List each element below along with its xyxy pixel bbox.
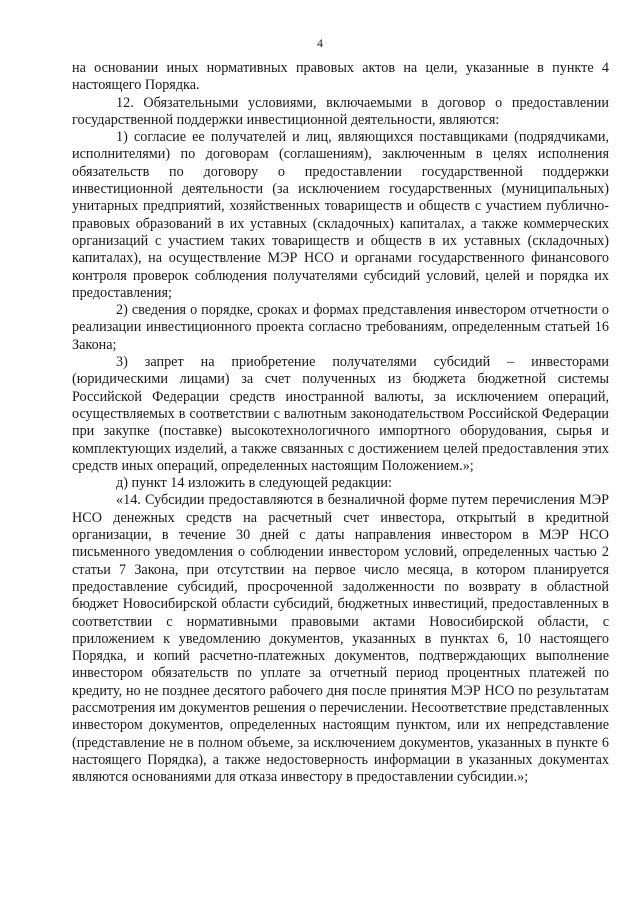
paragraph-subitem-2: 2) сведения о порядке, сроках и формах представления инвестором отчетности о реализации инвестиционного проекта согласно требованиям, определенным статьей 16 Закона; <box>72 302 609 353</box>
document-body <box>72 60 609 786</box>
paragraph-continuation: на основании иных нормативных правовых актов на цели, указанные в пункте 4 настоящего Порядка. <box>72 60 609 94</box>
paragraph-item-14: «14. Субсидии предоставляются в безналичной форме путем перечисления МЭР НСО денежных средств на расчетный счет инвестора, открытый в кредитной организации, в течение 30 дней с даты направления инвестором в МЭР НСО письменного уведомления о соблюдении инвестором условий, определенных частью 2 статьи 7 Закона, при отсутствии на первое число месяца, в котором планируется предоставление субсидий, просроченной задолженности по возврату в областной бюджет Новосибирской области субсидий, бюджетных инвестиций, предоставленных в соответствии с нормативными правовыми актами Новосибирской области, с приложением к уведомлению документов, указанных в пунктах 6, 10 настоящего Порядка, и копий расчетно-платежных документов, подтверждающих выполнение инвестором обязательств по уплате за отчетный период процентных платежей по кредиту, но не позднее десятого рабочего дня после принятия МЭР НСО по результатам рассмотрения им документов решения о перечислении. Несоответствие представленных инвестором документов, определенных настоящим пунктом, или их непредставление (представление не в полном объеме, за исключением документов, указанных в пункте 6 настоящего Порядка), а также недостоверность информации в указанных документах являются основаниями для отказа инвестору в предоставлении субсидии.»; <box>72 492 609 786</box>
paragraph-subitem-3: 3) запрет на приобретение получателями субсидий – инвесторами (юридическими лицами) за счет полученных из бюджета бюджетной системы Российской Федерации средств иностранной валюты, за исключением операций, осуществляемых в соответствии с валютным законодательством Российской Федерации при закупке (поставке) высокотехнологичного импортного оборудования, сырья и комплектующих изделий, а также связанных с достижением целей предоставления этих средств иных операций, определенных настоящим Положением.»; <box>72 354 609 474</box>
paragraph-subitem-1: 1) согласие ее получателей и лиц, являющихся поставщиками (подрядчиками, исполнителями) по договорам (соглашениям), заключенным в целях исполнения обязательств по договору о предоставлении государственной поддержки инвестиционной деятельности (за исключением государственных (муниципальных) унитарных предприятий, хозяйственных товариществ и обществ с участием публично-правовых образований в их уставных (складочных) капиталах, а также коммерческих организаций с участием таких товариществ и обществ в их уставных (складочных) капиталах), на осуществление МЭР НСО и органами государственного финансового контроля проверок соблюдения получателями субсидий условий, целей и порядка их предоставления; <box>72 129 609 301</box>
page-number: 4 <box>317 36 323 50</box>
paragraph-amendment-d: д) пункт 14 изложить в следующей редакции: <box>116 475 392 492</box>
paragraph-item-12: 12. Обязательными условиями, включаемыми в договор о предоставлении государственной поддержки инвестиционной деятельности, являются: <box>72 94 609 128</box>
